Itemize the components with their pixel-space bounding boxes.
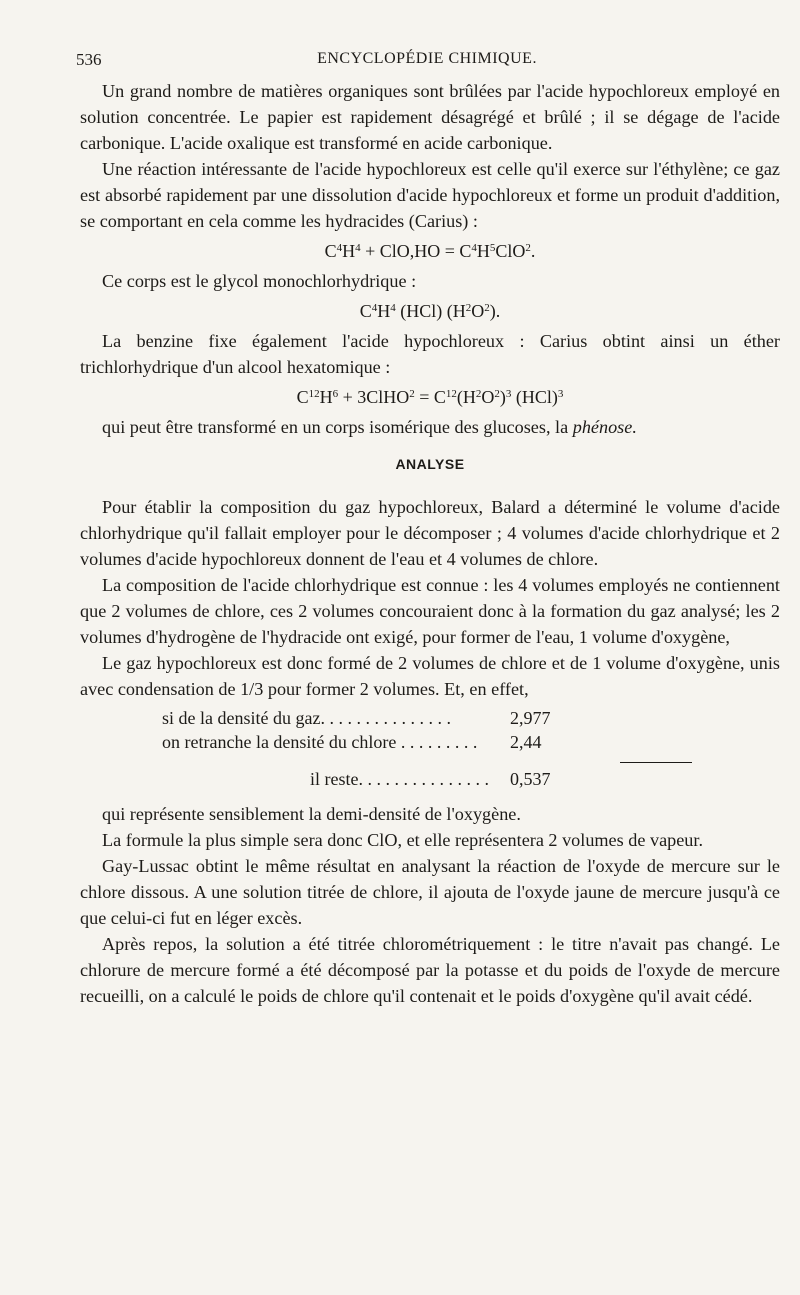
formula-text: O <box>481 387 495 407</box>
formula-text: H <box>319 387 333 407</box>
formula-superscript: 4 <box>390 302 396 314</box>
paragraph: Gay-Lussac obtint le même résultat en analysant la réaction de l'oxyde de mercure sur le chlore dissous. A une solution titrée de chlore, il ajouta de l'oxyde jaune de mercure jusqu'à ce que celui-ci fut en léger excès. <box>80 856 780 928</box>
formula-superscript: 2 <box>409 388 415 400</box>
formula-text: C <box>359 301 372 321</box>
formula-superscript: 2 <box>494 388 500 400</box>
paragraph-text: qui peut être transformé en un corps isomérique des glucoses, la <box>102 417 569 437</box>
calc-row <box>80 769 780 793</box>
calc-label: si de la densité du gaz. . . . . . . . . . . . . . . <box>162 708 451 728</box>
formula-text: O <box>471 301 485 321</box>
calc-divider <box>620 762 692 763</box>
formula-superscript: 5 <box>489 242 496 254</box>
paragraph: La benzine fixe également l'acide hypochloreux : Carius obtint ainsi un éther trichlorhydrique d'un alcool hexatomique : <box>80 331 780 377</box>
formula-benzine <box>80 384 780 410</box>
formula-superscript: 6 <box>332 388 339 400</box>
formula-ethylene <box>80 238 780 264</box>
formula-text: H <box>377 301 391 321</box>
formula-text: (HCl) <box>511 387 558 407</box>
formula-text: H <box>476 241 490 261</box>
calc-value: 2,44 <box>510 732 542 752</box>
formula-superscript: 4 <box>336 242 343 254</box>
formula-superscript: 3 <box>557 388 564 400</box>
formula-text: (HCl) (H <box>395 301 466 321</box>
formula-text: H <box>342 241 356 261</box>
formula-text: ClO <box>495 241 526 261</box>
formula-superscript: 12 <box>308 388 320 400</box>
paragraph: La formule la plus simple sera donc ClO, et elle représentera 2 volumes de vapeur. <box>102 830 703 850</box>
formula-superscript: 2 <box>465 302 472 314</box>
page-body <box>80 78 780 1009</box>
formula-text: ) <box>499 387 506 407</box>
formula-superscript: 12 <box>445 388 457 400</box>
paragraph: Un grand nombre de matières organiques sont brûlées par l'acide hypochloreux employé en solution concentrée. Le papier est rapidement désagrégé et brûlé ; il se dégage de l'acide carbonique. L'acide oxalique est transformé en acide carbonique. <box>80 81 780 153</box>
formula-text: C <box>324 241 337 261</box>
paragraph: Après repos, la solution a été titrée chlorométriquement : le titre n'avait pas changé. Le chlorure de mercure formé a été décomposé par la potasse et du poids de l'oxyde de mercure recueilli, on a calculé le poids de chlore qu'il contenait et le poids d'oxygène qu'il avait cédé. <box>80 934 780 1006</box>
formula-glycol <box>80 298 780 324</box>
formula-text: C <box>296 387 309 407</box>
calc-label: on retranche la densité du chlore . . . . . . . . . <box>162 732 478 752</box>
formula-superscript: 2 <box>525 242 531 254</box>
formula-text: . <box>530 241 536 261</box>
formula-superscript: 4 <box>471 242 477 254</box>
page-number: 536 <box>76 50 102 69</box>
formula-text: (H <box>456 387 476 407</box>
calc-row <box>80 708 780 732</box>
formula-superscript: 4 <box>371 302 378 314</box>
formula-text: = C <box>414 387 446 407</box>
paragraph <box>80 414 780 440</box>
paragraph: Une réaction intéressante de l'acide hypochloreux est celle qu'il exerce sur l'éthylène; ce gaz est absorbé rapidement par une dissolution d'acide hypochloreux et forme un produit d'addition, se comportant en cela comme les hydracides (Carius) : <box>80 159 780 231</box>
paragraph: La composition de l'acide chlorhydrique est connue : les 4 volumes employés ne contiennent que 2 volumes de chlore, ces 2 volumes concouraient donc à la formation du gaz analysé; les 2 volumes d'hydrogène de l'hydracide ont exigé, pour former de l'eau, 1 volume d'oxygène, <box>80 575 780 647</box>
calc-label: il reste. . . . . . . . . . . . . . . <box>310 769 489 789</box>
running-title: ENCYCLOPÉDIE CHIMIQUE. <box>317 50 537 67</box>
formula-text: + ClO,HO = C <box>360 241 472 261</box>
paragraph: Ce corps est le glycol monochlorhydrique : <box>102 271 417 291</box>
paragraph: Le gaz hypochloreux est donc formé de 2 volumes de chlore et de 1 volume d'oxygène, unis avec condensation de 1/3 pour former 2 volumes. Et, en effet, <box>80 653 780 699</box>
formula-text: ). <box>489 301 501 321</box>
density-calculation <box>80 708 780 793</box>
formula-superscript: 3 <box>505 388 512 400</box>
page-header <box>76 50 778 74</box>
calc-row <box>80 732 780 756</box>
paragraph: qui représente sensiblement la demi-densité de l'oxygène. <box>102 804 521 824</box>
emphasis-phenose: phénose. <box>572 417 637 437</box>
formula-text: + 3ClHO <box>338 387 410 407</box>
paragraph: Pour établir la composition du gaz hypochloreux, Balard a déterminé le volume d'acide chlorhydrique qu'il fallait employer pour le décomposer ; 4 volumes d'acide chlorhydrique et 2 volumes d'acide hypochloreux donnent de l'eau et 4 volumes de chlore. <box>80 497 780 569</box>
calc-value: 0,537 <box>510 769 551 789</box>
section-title: ANALYSE <box>395 456 465 472</box>
formula-superscript: 2 <box>484 302 490 314</box>
calc-value: 2,977 <box>510 708 551 728</box>
formula-superscript: 2 <box>475 388 482 400</box>
formula-superscript: 4 <box>355 242 361 254</box>
